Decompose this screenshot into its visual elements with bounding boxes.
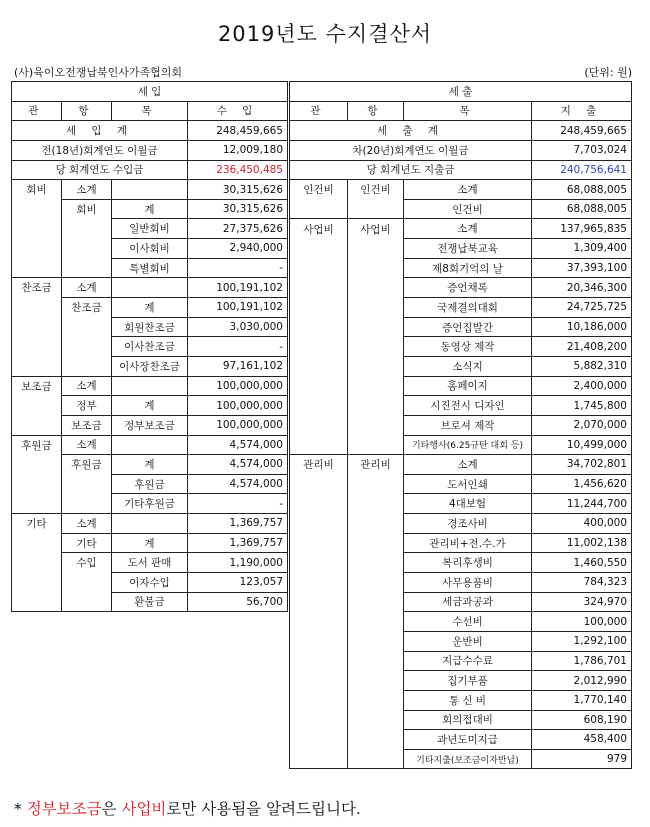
amount-cell: 21,408,200 bbox=[532, 337, 632, 357]
expense-total-amount: 248,459,665 bbox=[532, 121, 632, 141]
amount-cell: 400,000 bbox=[532, 514, 632, 534]
gwan-cell bbox=[290, 592, 348, 612]
hang-cell bbox=[348, 671, 404, 691]
table-row bbox=[12, 514, 288, 534]
hang-cell bbox=[62, 219, 112, 239]
gwan-cell bbox=[12, 553, 62, 573]
amount-cell: 11,244,700 bbox=[532, 494, 632, 514]
expense-carry-amount: 7,703,024 bbox=[532, 140, 632, 160]
table-row bbox=[290, 298, 632, 318]
hang-cell bbox=[348, 612, 404, 632]
amount-cell: 11,002,138 bbox=[532, 533, 632, 553]
table-row bbox=[290, 258, 632, 278]
gwan-cell: 인건비 bbox=[290, 180, 348, 200]
table-row bbox=[12, 494, 288, 514]
amount-cell: 3,030,000 bbox=[188, 317, 288, 337]
gwan-cell bbox=[290, 317, 348, 337]
mok-cell bbox=[112, 435, 188, 455]
gwan-cell bbox=[12, 474, 62, 494]
amount-cell: 24,725,725 bbox=[532, 298, 632, 318]
gwan-cell bbox=[290, 278, 348, 298]
income-carry-label: 전(18년)회계연도 이월금 bbox=[12, 140, 188, 160]
gwan-cell bbox=[12, 592, 62, 612]
mok-cell: 동영상 제작 bbox=[404, 337, 532, 357]
table-row bbox=[12, 415, 288, 435]
amount-cell: 68,088,005 bbox=[532, 199, 632, 219]
table-row bbox=[12, 298, 288, 318]
hang-cell bbox=[348, 415, 404, 435]
unit-label: (단위: 원) bbox=[584, 66, 632, 79]
mok-cell: 일반회비 bbox=[112, 219, 188, 239]
table-row bbox=[290, 730, 632, 750]
table-row bbox=[290, 199, 632, 219]
mok-cell: 증언집발간 bbox=[404, 317, 532, 337]
amount-cell: 324,970 bbox=[532, 592, 632, 612]
gwan-cell bbox=[290, 396, 348, 416]
mok-cell: 계 bbox=[112, 298, 188, 318]
hang-cell: 인건비 bbox=[348, 180, 404, 200]
hang-cell bbox=[62, 592, 112, 612]
amount-cell: 30,315,626 bbox=[188, 180, 288, 200]
mok-cell: 시진전시 디자인 bbox=[404, 396, 532, 416]
gwan-cell bbox=[12, 494, 62, 514]
table-row bbox=[290, 396, 632, 416]
amount-cell: 30,315,626 bbox=[188, 199, 288, 219]
gwan-cell bbox=[12, 337, 62, 357]
expense-current-amount: 240,756,641 bbox=[532, 160, 632, 180]
hang-cell bbox=[348, 396, 404, 416]
column-header: 목 bbox=[404, 101, 532, 121]
mok-cell bbox=[112, 514, 188, 534]
gwan-cell bbox=[290, 494, 348, 514]
table-row bbox=[12, 219, 288, 239]
table-row bbox=[290, 612, 632, 632]
amount-cell: 2,012,990 bbox=[532, 671, 632, 691]
mok-cell: 홈페이지 bbox=[404, 376, 532, 396]
mok-cell: 운반비 bbox=[404, 631, 532, 651]
table-row bbox=[290, 180, 632, 200]
amount-cell: 979 bbox=[532, 749, 632, 769]
amount-cell: 458,400 bbox=[532, 730, 632, 750]
table-row bbox=[12, 474, 288, 494]
amount-cell: 2,400,000 bbox=[532, 376, 632, 396]
table-row bbox=[12, 199, 288, 219]
income-table bbox=[11, 81, 288, 612]
hang-cell bbox=[348, 298, 404, 318]
amount-cell: 5,882,310 bbox=[532, 356, 632, 376]
gwan-cell bbox=[290, 474, 348, 494]
table-row bbox=[12, 553, 288, 573]
table-row bbox=[12, 533, 288, 553]
mok-cell: 계 bbox=[112, 455, 188, 475]
table-row bbox=[290, 376, 632, 396]
gwan-cell: 관리비 bbox=[290, 455, 348, 475]
table-row bbox=[290, 592, 632, 612]
hang-cell: 후원금 bbox=[62, 455, 112, 475]
table-row bbox=[290, 533, 632, 553]
gwan-cell: 회비 bbox=[12, 180, 62, 200]
table-row bbox=[290, 337, 632, 357]
amount-cell: 37,393,100 bbox=[532, 258, 632, 278]
hang-cell bbox=[348, 239, 404, 259]
table-row bbox=[12, 337, 288, 357]
hang-cell bbox=[62, 474, 112, 494]
gwan-cell bbox=[290, 435, 348, 455]
mok-cell: 소계 bbox=[404, 219, 532, 239]
hang-cell bbox=[348, 337, 404, 357]
table-row bbox=[12, 278, 288, 298]
gwan-cell bbox=[290, 553, 348, 573]
amount-cell: 68,088,005 bbox=[532, 180, 632, 200]
table-row bbox=[290, 317, 632, 337]
amount-cell: 1,190,000 bbox=[188, 553, 288, 573]
gwan-cell: 찬조금 bbox=[12, 278, 62, 298]
mok-cell: 회의접대비 bbox=[404, 710, 532, 730]
column-header: 관 bbox=[12, 101, 62, 121]
gwan-cell bbox=[12, 219, 62, 239]
table-row bbox=[290, 219, 632, 239]
hang-cell: 소계 bbox=[62, 180, 112, 200]
gwan-cell bbox=[12, 239, 62, 259]
hang-cell bbox=[348, 690, 404, 710]
mok-cell bbox=[112, 376, 188, 396]
expense-current-label: 당 회계년도 지출금 bbox=[290, 160, 532, 180]
hang-cell bbox=[348, 710, 404, 730]
mok-cell: 이사회비 bbox=[112, 239, 188, 259]
table-row bbox=[12, 396, 288, 416]
expense-table bbox=[289, 81, 632, 769]
gwan-cell bbox=[290, 612, 348, 632]
mok-cell: 경조사비 bbox=[404, 514, 532, 534]
table-row bbox=[290, 553, 632, 573]
mok-cell: 전쟁납북교육 bbox=[404, 239, 532, 259]
hang-cell: 소계 bbox=[62, 514, 112, 534]
hang-cell bbox=[62, 356, 112, 376]
amount-cell: 100,191,102 bbox=[188, 298, 288, 318]
table-row bbox=[290, 671, 632, 691]
income-total-label: 세 입 계 bbox=[12, 121, 188, 141]
amount-cell: 97,161,102 bbox=[188, 356, 288, 376]
hang-cell: 소계 bbox=[62, 278, 112, 298]
gwan-cell bbox=[290, 258, 348, 278]
table-row bbox=[290, 573, 632, 593]
column-header: 수 입 bbox=[188, 101, 288, 121]
table-row bbox=[12, 592, 288, 612]
gwan-cell bbox=[12, 415, 62, 435]
column-header: 항 bbox=[348, 101, 404, 121]
hang-cell bbox=[348, 376, 404, 396]
amount-cell: - bbox=[188, 258, 288, 278]
income-current-amount: 236,450,485 bbox=[188, 160, 288, 180]
amount-cell: 2,940,000 bbox=[188, 239, 288, 259]
mok-cell: 브로셔 제작 bbox=[404, 415, 532, 435]
mok-cell: 소계 bbox=[404, 455, 532, 475]
mok-cell: 제8회기억의 날 bbox=[404, 258, 532, 278]
gwan-cell: 사업비 bbox=[290, 219, 348, 239]
amount-cell: 1,745,800 bbox=[532, 396, 632, 416]
mok-cell: 도서 판매 bbox=[112, 553, 188, 573]
gwan-cell bbox=[290, 356, 348, 376]
gwan-cell bbox=[290, 730, 348, 750]
income-current-label: 당 회계연도 수입금 bbox=[12, 160, 188, 180]
gwan-cell bbox=[290, 690, 348, 710]
hang-cell bbox=[348, 258, 404, 278]
mok-cell: 세금과공과 bbox=[404, 592, 532, 612]
gwan-cell bbox=[290, 533, 348, 553]
mok-cell: 기타지출(보조금이자반납) bbox=[404, 749, 532, 769]
hang-cell: 소계 bbox=[62, 376, 112, 396]
amount-cell: 4,574,000 bbox=[188, 455, 288, 475]
gwan-cell bbox=[290, 710, 348, 730]
mok-cell: 이사찬조금 bbox=[112, 337, 188, 357]
table-row bbox=[290, 239, 632, 259]
hang-cell: 수입 bbox=[62, 553, 112, 573]
table-row bbox=[290, 651, 632, 671]
mok-cell: 인건비 bbox=[404, 199, 532, 219]
table-row bbox=[12, 573, 288, 593]
hang-cell bbox=[62, 337, 112, 357]
mok-cell: 이사장찬조금 bbox=[112, 356, 188, 376]
hang-cell bbox=[348, 199, 404, 219]
table-row bbox=[290, 749, 632, 769]
page-title: 2019년도 수지결산서 bbox=[217, 22, 433, 46]
expense-carry-label: 차(20년)회계연도 이월금 bbox=[290, 140, 532, 160]
gwan-cell bbox=[12, 199, 62, 219]
amount-cell: 2,070,000 bbox=[532, 415, 632, 435]
table-row bbox=[12, 258, 288, 278]
expense-total-label: 세 출 계 bbox=[290, 121, 532, 141]
amount-cell: 1,309,400 bbox=[532, 239, 632, 259]
gwan-cell bbox=[290, 749, 348, 769]
hang-cell bbox=[348, 592, 404, 612]
table-row bbox=[290, 690, 632, 710]
table-row bbox=[12, 435, 288, 455]
amount-cell: 1,770,140 bbox=[532, 690, 632, 710]
amount-cell: - bbox=[188, 494, 288, 514]
hang-cell bbox=[348, 553, 404, 573]
mok-cell: 기타후원금 bbox=[112, 494, 188, 514]
amount-cell: 608,190 bbox=[532, 710, 632, 730]
hang-cell: 보조금 bbox=[62, 415, 112, 435]
amount-cell: 1,460,550 bbox=[532, 553, 632, 573]
gwan-cell bbox=[290, 651, 348, 671]
amount-cell: 100,000,000 bbox=[188, 376, 288, 396]
mok-cell: 정부보조금 bbox=[112, 415, 188, 435]
amount-cell: 56,700 bbox=[188, 592, 288, 612]
hang-cell bbox=[348, 494, 404, 514]
hang-cell bbox=[348, 573, 404, 593]
gwan-cell bbox=[12, 573, 62, 593]
table-row bbox=[290, 455, 632, 475]
amount-cell: 1,292,100 bbox=[532, 631, 632, 651]
amount-cell: 1,369,757 bbox=[188, 514, 288, 534]
table-row bbox=[12, 356, 288, 376]
table-row bbox=[290, 514, 632, 534]
column-header: 관 bbox=[290, 101, 348, 121]
hang-cell bbox=[348, 749, 404, 769]
mok-cell bbox=[112, 180, 188, 200]
hang-cell bbox=[348, 317, 404, 337]
gwan-cell bbox=[12, 258, 62, 278]
mok-cell: 관리비+전.수.가 bbox=[404, 533, 532, 553]
hang-cell: 회비 bbox=[62, 199, 112, 219]
mok-cell: 증언채록 bbox=[404, 278, 532, 298]
table-row bbox=[290, 631, 632, 651]
gwan-cell bbox=[290, 671, 348, 691]
hang-cell bbox=[62, 573, 112, 593]
mok-cell bbox=[112, 278, 188, 298]
hang-cell: 소계 bbox=[62, 435, 112, 455]
gwan-cell bbox=[290, 337, 348, 357]
hang-cell bbox=[348, 356, 404, 376]
hang-cell bbox=[348, 533, 404, 553]
amount-cell: 10,499,000 bbox=[532, 435, 632, 455]
amount-cell: 123,057 bbox=[188, 573, 288, 593]
amount-cell: 34,702,801 bbox=[532, 455, 632, 475]
table-row bbox=[12, 455, 288, 475]
gwan-cell: 후원금 bbox=[12, 435, 62, 455]
gwan-cell bbox=[290, 376, 348, 396]
column-header: 항 bbox=[62, 101, 112, 121]
table-row bbox=[290, 415, 632, 435]
mok-cell: 회원찬조금 bbox=[112, 317, 188, 337]
organization-name: (사)육이오전쟁납북인사가족협의회 bbox=[14, 66, 182, 79]
hang-cell: 사업비 bbox=[348, 219, 404, 239]
expense-section-header: 세 출 bbox=[290, 82, 632, 102]
mok-cell: 특별회비 bbox=[112, 258, 188, 278]
table-row bbox=[12, 239, 288, 259]
mok-cell: 계 bbox=[112, 396, 188, 416]
hang-cell: 기타 bbox=[62, 533, 112, 553]
hang-cell bbox=[62, 494, 112, 514]
table-row bbox=[290, 278, 632, 298]
mok-cell: 후원금 bbox=[112, 474, 188, 494]
column-header: 지 출 bbox=[532, 101, 632, 121]
footnote: * 정부보조금은 사업비로만 사용됨을 알려드립니다. bbox=[14, 800, 361, 818]
amount-cell: 4,574,000 bbox=[188, 474, 288, 494]
gwan-cell bbox=[290, 199, 348, 219]
mok-cell: 집기부품 bbox=[404, 671, 532, 691]
hang-cell bbox=[62, 239, 112, 259]
gwan-cell bbox=[12, 396, 62, 416]
mok-cell: 이자수입 bbox=[112, 573, 188, 593]
amount-cell: 100,000,000 bbox=[188, 415, 288, 435]
mok-cell: 수선비 bbox=[404, 612, 532, 632]
amount-cell: 10,186,000 bbox=[532, 317, 632, 337]
table-row bbox=[290, 494, 632, 514]
amount-cell: 20,346,300 bbox=[532, 278, 632, 298]
hang-cell bbox=[62, 258, 112, 278]
hang-cell bbox=[348, 651, 404, 671]
column-header: 목 bbox=[112, 101, 188, 121]
table-row bbox=[290, 435, 632, 455]
gwan-cell bbox=[12, 298, 62, 318]
amount-cell: 1,369,757 bbox=[188, 533, 288, 553]
mok-cell: 도서인쇄 bbox=[404, 474, 532, 494]
amount-cell: 1,786,701 bbox=[532, 651, 632, 671]
table-row bbox=[290, 474, 632, 494]
amount-cell: 100,000,000 bbox=[188, 396, 288, 416]
gwan-cell bbox=[12, 317, 62, 337]
mok-cell: 기타행사(6.25규탄 대회 등) bbox=[404, 435, 532, 455]
amount-cell: 100,191,102 bbox=[188, 278, 288, 298]
table-row bbox=[290, 356, 632, 376]
gwan-cell bbox=[290, 631, 348, 651]
amount-cell: 1,456,620 bbox=[532, 474, 632, 494]
amount-cell: 784,323 bbox=[532, 573, 632, 593]
income-section-header: 세 입 bbox=[12, 82, 288, 102]
gwan-cell bbox=[290, 514, 348, 534]
mok-cell: 소식지 bbox=[404, 356, 532, 376]
mok-cell: 사무용품비 bbox=[404, 573, 532, 593]
gwan-cell: 기타 bbox=[12, 514, 62, 534]
amount-cell: - bbox=[188, 337, 288, 357]
income-total-amount: 248,459,665 bbox=[188, 121, 288, 141]
hang-cell bbox=[348, 514, 404, 534]
gwan-cell bbox=[12, 533, 62, 553]
mok-cell: 계 bbox=[112, 533, 188, 553]
income-carry-amount: 12,009,180 bbox=[188, 140, 288, 160]
mok-cell: 소계 bbox=[404, 180, 532, 200]
hang-cell bbox=[348, 631, 404, 651]
amount-cell: 4,574,000 bbox=[188, 435, 288, 455]
hang-cell: 찬조금 bbox=[62, 298, 112, 318]
table-row bbox=[12, 180, 288, 200]
mok-cell: 지급수수료 bbox=[404, 651, 532, 671]
table-row bbox=[12, 376, 288, 396]
mok-cell: 과년도미지급 bbox=[404, 730, 532, 750]
table-row bbox=[12, 317, 288, 337]
gwan-cell bbox=[290, 415, 348, 435]
hang-cell bbox=[348, 435, 404, 455]
gwan-cell bbox=[290, 239, 348, 259]
table-row bbox=[290, 710, 632, 730]
mok-cell: 환불금 bbox=[112, 592, 188, 612]
mok-cell: 4대보험 bbox=[404, 494, 532, 514]
hang-cell bbox=[348, 474, 404, 494]
gwan-cell bbox=[12, 356, 62, 376]
hang-cell: 정부 bbox=[62, 396, 112, 416]
hang-cell: 관리비 bbox=[348, 455, 404, 475]
mok-cell: 통 신 비 bbox=[404, 690, 532, 710]
hang-cell bbox=[348, 730, 404, 750]
amount-cell: 137,965,835 bbox=[532, 219, 632, 239]
hang-cell bbox=[62, 317, 112, 337]
mok-cell: 복리후생비 bbox=[404, 553, 532, 573]
amount-cell: 27,375,626 bbox=[188, 219, 288, 239]
gwan-cell bbox=[12, 455, 62, 475]
mok-cell: 계 bbox=[112, 199, 188, 219]
gwan-cell bbox=[290, 298, 348, 318]
gwan-cell: 보조금 bbox=[12, 376, 62, 396]
mok-cell: 국제결의대회 bbox=[404, 298, 532, 318]
gwan-cell bbox=[290, 573, 348, 593]
hang-cell bbox=[348, 278, 404, 298]
amount-cell: 100,000 bbox=[532, 612, 632, 632]
